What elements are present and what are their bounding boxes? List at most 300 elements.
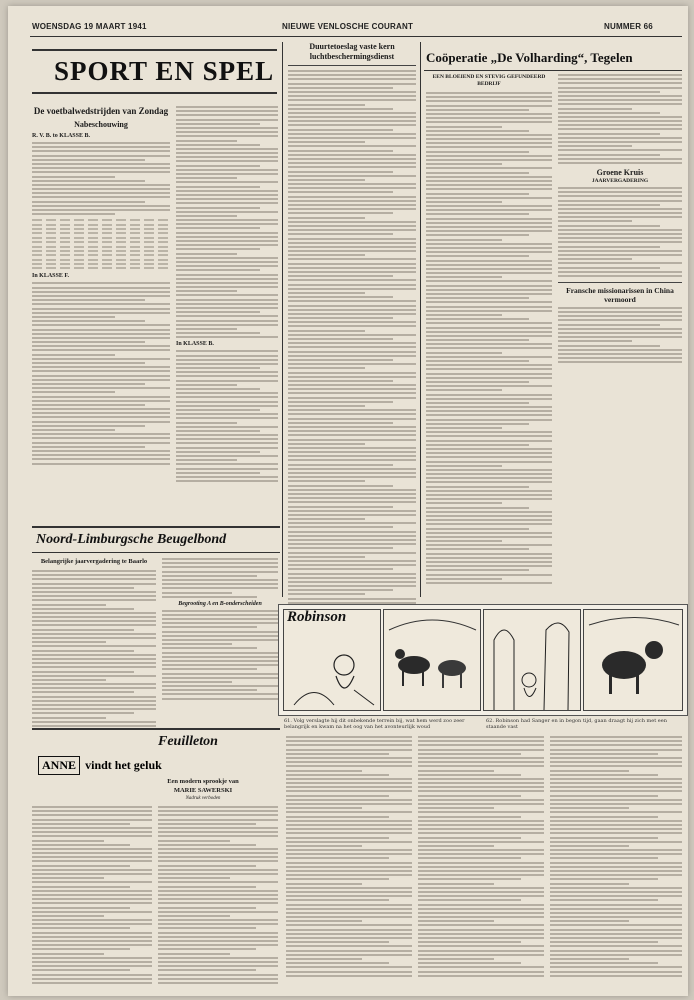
text-line: [426, 481, 552, 483]
text-line: [426, 188, 552, 190]
text-line: [558, 233, 682, 235]
text-line: [288, 589, 393, 591]
text-line: [550, 929, 682, 931]
text-line: [426, 582, 552, 584]
text-line: [286, 790, 412, 792]
text-line: [288, 568, 393, 570]
text-line: [32, 341, 145, 343]
text-line: [288, 372, 416, 374]
comic-panel: [483, 609, 581, 711]
text-line: [288, 225, 416, 227]
text-line: [288, 409, 416, 411]
text-line: [32, 433, 170, 435]
text-line: [162, 635, 278, 637]
text-line: [550, 887, 682, 889]
text-line: [418, 941, 521, 943]
text-line: [288, 162, 416, 164]
text-line: [288, 313, 416, 315]
text-line: [176, 236, 278, 238]
text-line: [32, 608, 134, 610]
text-line: [550, 899, 658, 901]
text-line: [286, 761, 412, 763]
text-line: [32, 965, 152, 967]
text-line: [176, 186, 260, 188]
animal-close-up-illustration: [584, 610, 682, 710]
text-line: [288, 166, 416, 168]
text-line: [426, 272, 552, 274]
text-line: [288, 384, 416, 386]
text-line: [288, 95, 416, 97]
text-line: [158, 915, 230, 917]
text-line: [418, 862, 544, 864]
text-line: [288, 577, 416, 579]
text-line: [550, 916, 682, 918]
text-line: [558, 78, 682, 80]
sport-column-1: [32, 106, 170, 467]
text-line: [288, 175, 416, 177]
text-line: [550, 962, 658, 964]
text-line: [288, 342, 416, 344]
text-line: [32, 666, 156, 668]
book-first-word: ANNE: [38, 756, 80, 775]
text-line: [426, 151, 529, 153]
text-line: [418, 853, 544, 855]
text-line: [426, 193, 529, 195]
text-line: [426, 553, 552, 555]
text-line: [32, 345, 170, 347]
text-line: [32, 263, 170, 265]
text-line: [426, 105, 552, 107]
text-line: [32, 620, 156, 622]
text-line: [32, 806, 152, 808]
text-line: [558, 250, 682, 252]
text-line: [288, 284, 416, 286]
text-line: [176, 131, 278, 133]
text-line: [162, 664, 278, 666]
text-line: [288, 514, 416, 516]
text-line: [176, 307, 278, 309]
text-line: [286, 870, 412, 872]
text-line: [32, 412, 170, 414]
text-line: [176, 442, 278, 444]
text-line: [286, 857, 389, 859]
text-line: [158, 911, 278, 913]
text-line: [158, 940, 278, 942]
text-line: [558, 204, 660, 206]
text-line: [158, 957, 278, 959]
text-line: [32, 969, 130, 971]
sport-text-block: [32, 282, 170, 464]
text-line: [558, 262, 682, 264]
text-line: [32, 142, 170, 144]
text-line: [176, 363, 278, 365]
text-line: [288, 70, 416, 72]
text-line: [288, 87, 393, 89]
text-line: [286, 841, 412, 843]
groene-kruis-title: Groene Kruis: [596, 167, 644, 177]
text-line: [426, 172, 529, 174]
text-line: [426, 565, 552, 567]
text-line: [426, 260, 552, 262]
text-line: [288, 204, 416, 206]
text-line: [32, 163, 170, 165]
text-line: [288, 275, 393, 277]
jaarvergadering-label: JAARVERGADERING: [591, 177, 649, 184]
text-line: [286, 845, 362, 847]
text-line: [288, 443, 365, 445]
text-line: [286, 874, 412, 876]
text-line: [426, 184, 552, 186]
text-line: [288, 439, 416, 441]
text-line: [418, 883, 494, 885]
text-line: [550, 744, 682, 746]
text-line: [32, 616, 156, 618]
text-line: [162, 685, 278, 687]
text-line: [426, 331, 552, 333]
text-line: [550, 971, 682, 973]
text-line: [288, 418, 416, 420]
text-line: [286, 782, 412, 784]
text-line: [550, 828, 682, 830]
text-line: [176, 190, 278, 192]
text-line: [288, 526, 393, 528]
text-line: [32, 957, 152, 959]
text-line: [158, 860, 278, 862]
text-line: [288, 535, 416, 537]
text-line: [32, 881, 152, 883]
text-line: [418, 908, 544, 910]
beugelbond-column-1: [32, 558, 156, 729]
text-line: [288, 183, 416, 185]
text-line: [288, 392, 416, 394]
luchtbescherming-title: Duurtetoeslag vaste kern luchtbeschermingsdienst: [288, 42, 416, 66]
text-line: [288, 355, 416, 357]
text-line: [426, 285, 552, 287]
masthead-rule: [30, 36, 682, 37]
text-line: [418, 795, 521, 797]
text-line: [418, 937, 544, 939]
text-line: [32, 241, 170, 243]
text-line: [426, 213, 529, 215]
text-line: [550, 841, 682, 843]
text-line: [288, 363, 416, 365]
text-line: [176, 480, 278, 482]
text-line: [286, 799, 412, 801]
text-line: [288, 258, 416, 260]
text-line: [176, 261, 278, 263]
text-line: [176, 380, 278, 382]
feuilleton-label: Feuilleton: [158, 734, 218, 749]
text-line: [162, 571, 278, 573]
text-line: [426, 423, 529, 425]
text-line: [162, 626, 257, 628]
robinson-comic-strip: [278, 604, 688, 716]
text-line: [286, 891, 412, 893]
cooperatie-column-2: [558, 74, 682, 366]
text-line: [288, 476, 416, 478]
text-line: [426, 130, 529, 132]
text-line: [158, 848, 278, 850]
text-line: [176, 359, 278, 361]
text-line: [176, 244, 278, 246]
text-line: [426, 163, 502, 165]
text-line: [426, 205, 552, 207]
text-line: [558, 353, 682, 355]
text-line: [32, 232, 170, 234]
text-line: [288, 124, 416, 126]
text-line: [286, 958, 362, 960]
text-line: [32, 379, 170, 381]
text-line: [286, 749, 412, 751]
text-line: [558, 328, 682, 330]
standings-table: [32, 219, 170, 269]
text-line: [158, 902, 278, 904]
text-line: [288, 254, 365, 256]
text-line: [288, 145, 416, 147]
cooperatie-title: Coöperatie „De Volharding“, Tegelen: [426, 50, 633, 65]
text-line: [418, 774, 521, 776]
text-line: [32, 898, 152, 900]
text-line: [426, 377, 552, 379]
text-line: [426, 142, 552, 144]
text-line: [288, 238, 416, 240]
text-line: [288, 296, 393, 298]
text-line: [162, 693, 278, 695]
text-line: [426, 373, 552, 375]
text-line: [426, 318, 529, 320]
text-line: [286, 736, 412, 738]
text-line: [32, 209, 170, 211]
text-line: [418, 870, 544, 872]
text-line: [426, 414, 552, 416]
text-line: [418, 891, 544, 893]
text-line: [32, 391, 115, 393]
text-line: [288, 104, 365, 106]
text-line: [550, 837, 658, 839]
text-line: [286, 740, 412, 742]
text-line: [32, 856, 152, 858]
text-line: [176, 177, 237, 179]
text-line: [32, 442, 170, 444]
text-line: [32, 155, 170, 157]
text-line: [32, 869, 152, 871]
text-line: [426, 473, 552, 475]
text-line: [288, 233, 393, 235]
text-line: [162, 579, 278, 581]
text-line: [550, 937, 682, 939]
masthead-date: WOENSDAG 19 MAART 1941: [32, 22, 147, 31]
text-line: [550, 778, 682, 780]
text-line: [32, 180, 145, 182]
text-line: [550, 891, 682, 893]
text-line: [288, 116, 416, 118]
begroting-text: [162, 610, 278, 700]
text-line: [558, 311, 682, 313]
text-line: [426, 402, 529, 404]
text-line: [550, 950, 682, 952]
text-line: [426, 540, 502, 542]
text-line: [288, 556, 365, 558]
text-line: [286, 770, 362, 772]
text-line: [288, 581, 416, 583]
text-line: [550, 782, 682, 784]
text-line: [426, 126, 502, 128]
text-line: [286, 803, 412, 805]
comic-title: Robinson: [287, 609, 347, 625]
text-line: [426, 176, 552, 178]
text-line: [426, 507, 529, 509]
text-line: [162, 614, 278, 616]
text-line: [32, 408, 170, 410]
text-line: [32, 712, 134, 714]
text-line: [426, 197, 552, 199]
sport-text-block: [176, 106, 278, 338]
text-line: [32, 827, 152, 829]
text-line: [558, 74, 682, 76]
text-line: [176, 269, 260, 271]
text-line: [32, 911, 152, 913]
text-line: [288, 560, 416, 562]
text-line: [32, 907, 130, 909]
text-line: [32, 246, 170, 248]
text-line: [176, 215, 237, 217]
text-line: [558, 275, 682, 277]
text-line: [288, 305, 416, 307]
text-line: [176, 165, 260, 167]
text-line: [426, 209, 552, 211]
text-line: [32, 349, 170, 351]
text-line: [426, 251, 552, 253]
text-line: [32, 873, 152, 875]
text-line: [426, 306, 552, 308]
text-line: [550, 908, 682, 910]
text-line: [176, 426, 278, 428]
text-line: [176, 396, 278, 398]
text-line: [288, 451, 416, 453]
text-line: [418, 778, 544, 780]
text-line: [176, 417, 278, 419]
text-line: [558, 332, 682, 334]
text-line: [286, 920, 362, 922]
text-line: [288, 74, 416, 76]
text-line: [426, 494, 552, 496]
text-line: [288, 485, 393, 487]
text-line: [32, 717, 106, 719]
text-line: [426, 444, 529, 446]
column-rule: [282, 42, 283, 597]
text-line: [418, 816, 521, 818]
text-line: [288, 388, 416, 390]
text-line: [176, 434, 278, 436]
text-line: [426, 310, 552, 312]
text-line: [418, 962, 521, 964]
sport-rule-bottom: [32, 92, 277, 94]
text-line: [558, 319, 682, 321]
text-line: [32, 184, 170, 186]
text-line: [426, 523, 552, 525]
text-line: [162, 592, 232, 594]
text-line: [32, 437, 170, 439]
text-line: [176, 140, 237, 142]
text-line: [288, 455, 416, 457]
text-line: [32, 645, 156, 647]
text-line: [426, 456, 552, 458]
text-line: [32, 599, 156, 601]
text-line: [426, 109, 529, 111]
text-line: [176, 202, 278, 204]
text-line: [426, 113, 552, 115]
text-line: [418, 950, 544, 952]
text-line: [32, 604, 106, 606]
text-line: [418, 874, 544, 876]
text-line: [288, 212, 393, 214]
text-line: [32, 840, 104, 842]
text-line: [558, 254, 682, 256]
text-line: [32, 150, 170, 152]
text-line: [158, 965, 278, 967]
text-line: [426, 289, 552, 291]
text-line: [288, 459, 416, 461]
text-line: [32, 254, 170, 256]
text-line: [558, 128, 682, 130]
text-line: [158, 865, 256, 867]
text-line: [426, 410, 552, 412]
text-line: [426, 322, 552, 324]
text-line: [288, 120, 416, 122]
text-line: [288, 191, 393, 193]
text-line: [176, 106, 278, 108]
text-line: [176, 207, 260, 209]
text-line: [286, 828, 412, 830]
text-line: [32, 848, 152, 850]
text-line: [158, 936, 278, 938]
text-line: [158, 827, 278, 829]
text-line: [418, 824, 544, 826]
text-line: [176, 286, 278, 288]
text-line: [288, 141, 365, 143]
cooperatie-text: [558, 74, 682, 164]
text-line: [558, 246, 660, 248]
text-line: [32, 205, 170, 207]
text-line: [558, 315, 682, 317]
text-line: [176, 156, 278, 158]
text-line: [32, 454, 170, 456]
text-line: [550, 945, 682, 947]
text-line: [426, 327, 552, 329]
text-line: [418, 782, 544, 784]
text-line: [288, 585, 416, 587]
text-line: [426, 435, 552, 437]
text-line: [558, 187, 682, 189]
text-line: [558, 357, 682, 359]
text-line: [176, 455, 278, 457]
text-line: [158, 961, 278, 963]
text-line: [550, 753, 658, 755]
text-line: [286, 807, 362, 809]
text-line: [32, 574, 156, 576]
text-line: [286, 849, 412, 851]
text-line: [558, 345, 660, 347]
text-line: [288, 129, 393, 131]
text-line: [418, 761, 544, 763]
text-line: [418, 954, 544, 956]
sport-title: SPORT EN SPEL: [54, 56, 275, 86]
sport-section-klasse-f: In KLASSE F.: [32, 273, 69, 280]
text-line: [176, 119, 278, 121]
text-line: [288, 434, 416, 436]
text-line: [558, 99, 682, 101]
text-line: [32, 860, 152, 862]
